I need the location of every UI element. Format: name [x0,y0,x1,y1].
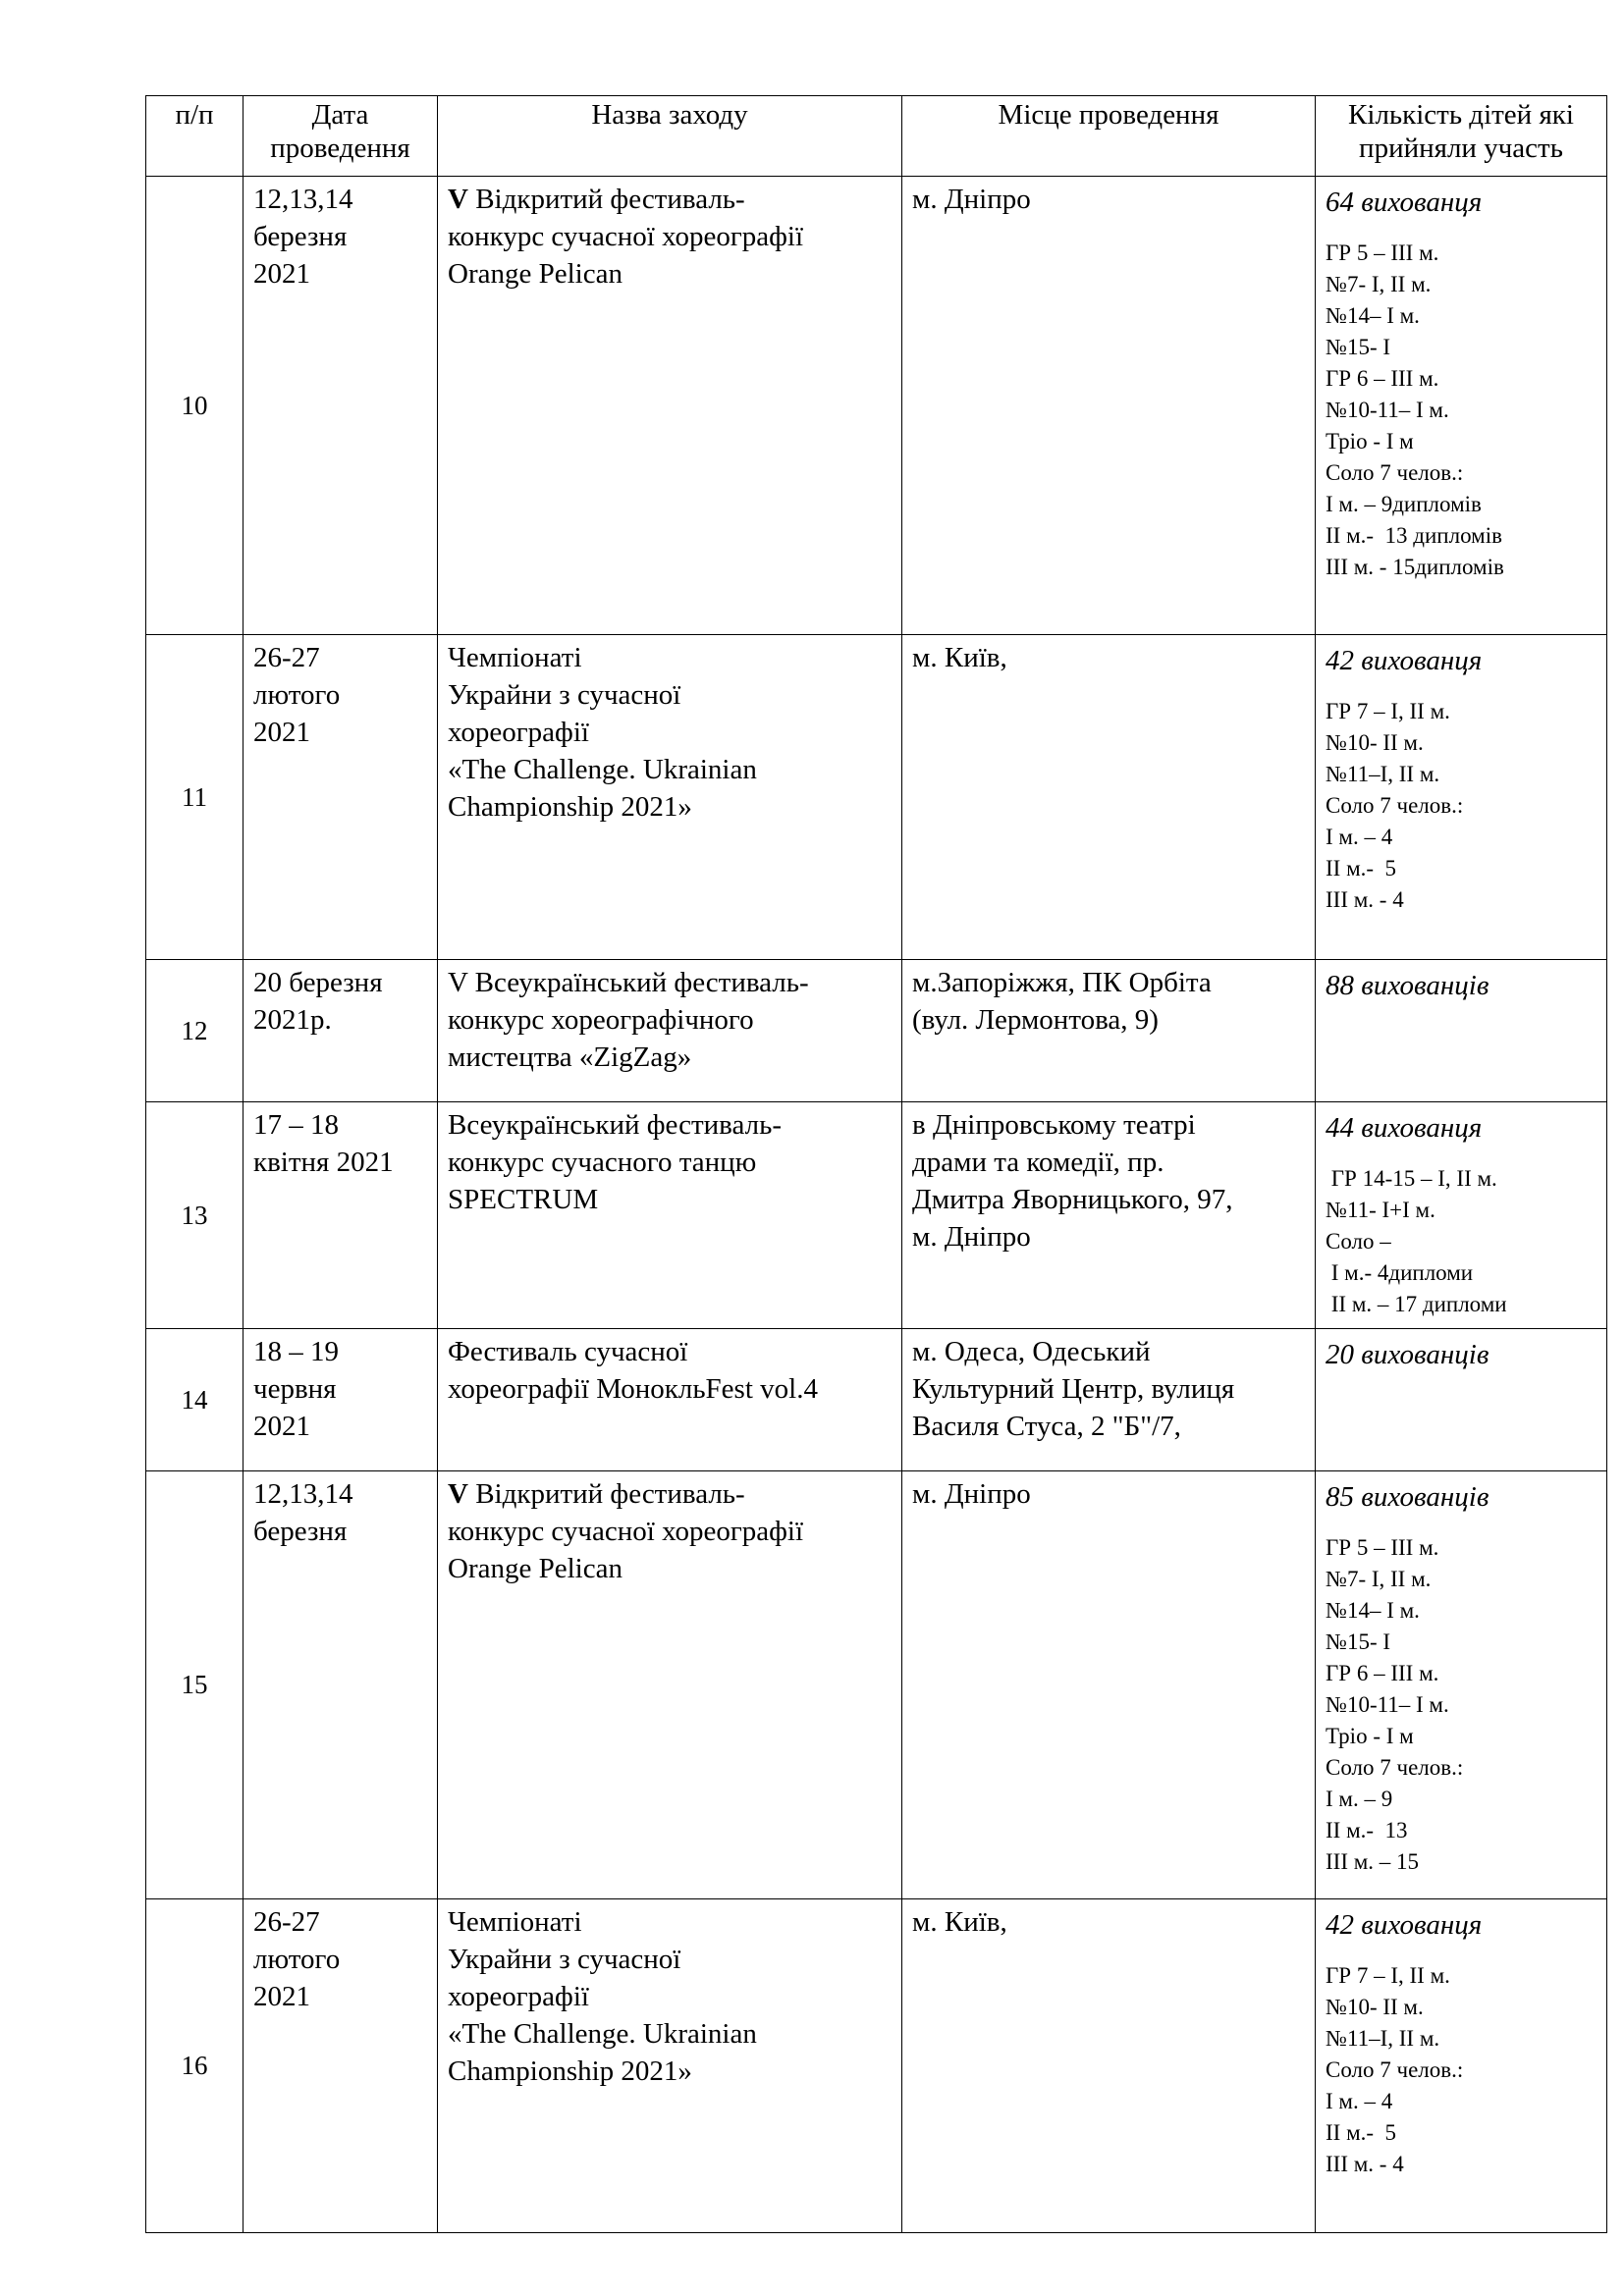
event-date-line: лютого [253,679,341,711]
event-date [244,177,438,635]
event-name-line: конкурс сучасного танцю [448,1147,757,1178]
event-place-line: м. Дніпро [912,1478,1031,1510]
event-date-line: 26-27 [253,1906,320,1938]
event-date-line: березня [253,221,348,252]
participants [1316,960,1607,1102]
table-row [146,1329,1607,1471]
event-place-line: м. Дніпро [912,1221,1031,1253]
result-line: ІІІ м. – 15 [1326,1849,1420,1874]
event-name [438,1899,902,2233]
participant-count: 20 вихованців [1326,1339,1489,1370]
result-line: Соло 7 челов.: [1326,460,1464,485]
event-name-line: Championship 2021» [448,791,692,823]
result-line: ІІІ м. - 4 [1326,887,1404,912]
event-place-line: м. Київ, [912,642,1007,673]
event-date-line: 2021 [253,1981,310,2012]
row-number: 16 [146,1899,244,2233]
result-line: №11–І, ІІ м. [1326,2026,1440,2051]
participant-count: 85 вихованців [1326,1481,1489,1513]
event-name-bold: V [448,1478,468,1510]
event-date-line: 12,13,14 [253,184,353,215]
event-name-line: хореографії [448,1981,589,2012]
result-line: №14– І м. [1326,303,1420,328]
table-body [146,177,1607,2233]
event-date-line: 17 – 18 [253,1109,339,1141]
result-line: І м. – 9 [1326,1787,1393,1811]
event-date-line: 2021р. [253,1004,332,1036]
result-line: ГР 6 – ІІІ м. [1326,366,1439,391]
event-date-line: лютого [253,1944,341,1975]
result-line: І м.- 4дипломи [1326,1260,1474,1285]
event-date-line: 26-27 [253,642,320,673]
event-place [902,1899,1316,2233]
event-name-line: Чемпіонаті [448,642,582,673]
event-date-line: червня [253,1373,337,1405]
event-name-bold: V [448,184,468,215]
result-line: №11–І, ІІ м. [1326,762,1440,786]
events-table [145,95,1607,2233]
table-row [146,1471,1607,1899]
table-row [146,635,1607,960]
participant-count: 64 вихованця [1326,187,1483,218]
event-place-line: м. Дніпро [912,184,1031,215]
result-line: №10- ІІ м. [1326,1995,1424,2019]
event-place-line: в Дніпровському театрі [912,1109,1196,1141]
event-date-line: 2021 [253,1411,310,1442]
event-name-line: «The Challenge. Ukrainian [448,754,757,785]
event-date [244,635,438,960]
event-name-line: Всеукраїнський фестиваль- [448,1109,782,1141]
table-row [146,1102,1607,1329]
event-place-line: м.Запоріжжя, ПК Орбіта [912,967,1212,998]
participant-count: 42 вихованця [1326,645,1483,676]
participants [1316,177,1607,635]
row-number: 13 [146,1102,244,1329]
result-line: №14– І м. [1326,1598,1420,1623]
table-header-row [146,96,1607,177]
event-name-line: мистецтва «ZigZag» [448,1041,692,1073]
event-place [902,1471,1316,1899]
result-line: №15- І [1326,1629,1391,1654]
event-date-line: 12,13,14 [253,1478,353,1510]
event-date-line: березня [253,1516,348,1547]
result-line: ІІІ м. - 15дипломів [1326,555,1504,579]
header-date: Дата проведення [244,96,438,177]
event-name-line: Orange Pelican [448,258,623,290]
event-place [902,960,1316,1102]
participant-count: 88 вихованців [1326,970,1489,1001]
participants [1316,1329,1607,1471]
event-date [244,960,438,1102]
event-date-line: 2021 [253,258,310,290]
result-line: ГР 14-15 – І, ІІ м. [1326,1166,1497,1191]
row-number: 10 [146,177,244,635]
event-name-line: хореографії МонокльFest vol.4 [448,1373,818,1405]
event-place-line: Культурний Центр, вулиця [912,1373,1235,1405]
row-number: 12 [146,960,244,1102]
result-line: №10- ІІ м. [1326,730,1424,755]
event-name [438,635,902,960]
result-line: І м. – 9дипломів [1326,492,1482,516]
event-place-line: (вул. Лермонтова, 9) [912,1004,1159,1036]
result-line: Соло 7 челов.: [1326,793,1464,818]
participants [1316,1471,1607,1899]
event-name-line: Чемпіонаті [448,1906,582,1938]
event-name-line: Відкритий фестиваль- [467,1478,745,1510]
row-number: 14 [146,1329,244,1471]
result-line: Соло 7 челов.: [1326,1755,1464,1780]
result-line: І м. – 4 [1326,825,1393,849]
event-name-line: конкурс сучасної хореографії [448,1516,804,1547]
result-line: ГР 7 – І, ІІ м. [1326,699,1450,723]
event-name-line: Orange Pelican [448,1553,623,1584]
event-name-line: Украйни з сучасної [448,1944,681,1975]
result-line: ГР 5 – ІІІ м. [1326,1535,1439,1560]
result-line: ІІ м.- 13 дипломів [1326,523,1502,548]
event-date-line: квітня 2021 [253,1147,394,1178]
participants [1316,635,1607,960]
event-date [244,1899,438,2233]
result-line: І м. – 4 [1326,2089,1393,2113]
event-name [438,1102,902,1329]
event-name [438,960,902,1102]
result-line: ГР 6 – ІІІ м. [1326,1661,1439,1685]
event-name [438,177,902,635]
participant-count: 42 вихованця [1326,1909,1483,1941]
event-place-line: Василя Стуса, 2 "Б"/7, [912,1411,1181,1442]
result-line: №7- І, ІІ м. [1326,1567,1432,1591]
event-date [244,1329,438,1471]
result-line: ІІІ м. - 4 [1326,2152,1404,2176]
header-place: Місце проведення [902,96,1316,177]
event-place-line: м. Одеса, Одеський [912,1336,1151,1367]
result-line: №10-11– І м. [1326,1692,1449,1717]
result-line: №7- І, ІІ м. [1326,272,1432,296]
event-place [902,1102,1316,1329]
result-line: Тріо - І м [1326,1724,1414,1748]
event-name [438,1329,902,1471]
event-place [902,177,1316,635]
event-date [244,1471,438,1899]
event-place [902,635,1316,960]
participants [1316,1899,1607,2233]
event-date [244,1102,438,1329]
result-line: ІІ м. – 17 дипломи [1326,1292,1507,1316]
event-name-line: Championship 2021» [448,2056,692,2087]
event-place-line: драми та комедії, пр. [912,1147,1164,1178]
result-line: Соло 7 челов.: [1326,2057,1464,2082]
event-name-line: хореографії [448,717,589,748]
result-line: Тріо - І м [1326,429,1414,454]
event-name-line: «The Challenge. Ukrainian [448,2018,757,2050]
result-line: ГР 7 – І, ІІ м. [1326,1963,1450,1988]
result-line: ГР 5 – ІІІ м. [1326,240,1439,265]
result-line: ІІ м.- 5 [1326,2120,1397,2145]
row-number: 15 [146,1471,244,1899]
event-name-line: конкурс хореографічного [448,1004,754,1036]
header-count: Кількість дітей які прийняли участь [1316,96,1607,177]
header-name: Назва заходу [438,96,902,177]
event-name-line: Украйни з сучасної [448,679,681,711]
event-place-line: Дмитра Яворницького, 97, [912,1184,1233,1215]
result-line: ІІ м.- 5 [1326,856,1397,881]
participants [1316,1102,1607,1329]
event-name-line: Відкритий фестиваль- [467,184,745,215]
table-row [146,177,1607,635]
result-line: №11- І+І м. [1326,1198,1435,1222]
table-row [146,1899,1607,2233]
event-name [438,1471,902,1899]
event-name-line: конкурс сучасної хореографії [448,221,804,252]
result-line: №15- І [1326,335,1391,359]
event-place-line: м. Київ, [912,1906,1007,1938]
result-line: ІІ м.- 13 [1326,1818,1408,1842]
result-line: №10-11– І м. [1326,398,1449,422]
row-number: 11 [146,635,244,960]
event-name-line: Фестиваль сучасної [448,1336,688,1367]
event-date-line: 18 – 19 [253,1336,339,1367]
event-name-line: SPECTRUM [448,1184,599,1215]
event-place [902,1329,1316,1471]
header-num: п/п [146,96,244,177]
event-name-line: V Всеукраїнський фестиваль- [448,967,809,998]
participant-count: 44 вихованця [1326,1112,1483,1144]
event-date-line: 2021 [253,717,310,748]
event-date-line: 20 березня [253,967,383,998]
table-row [146,960,1607,1102]
result-line: Соло – [1326,1229,1391,1254]
